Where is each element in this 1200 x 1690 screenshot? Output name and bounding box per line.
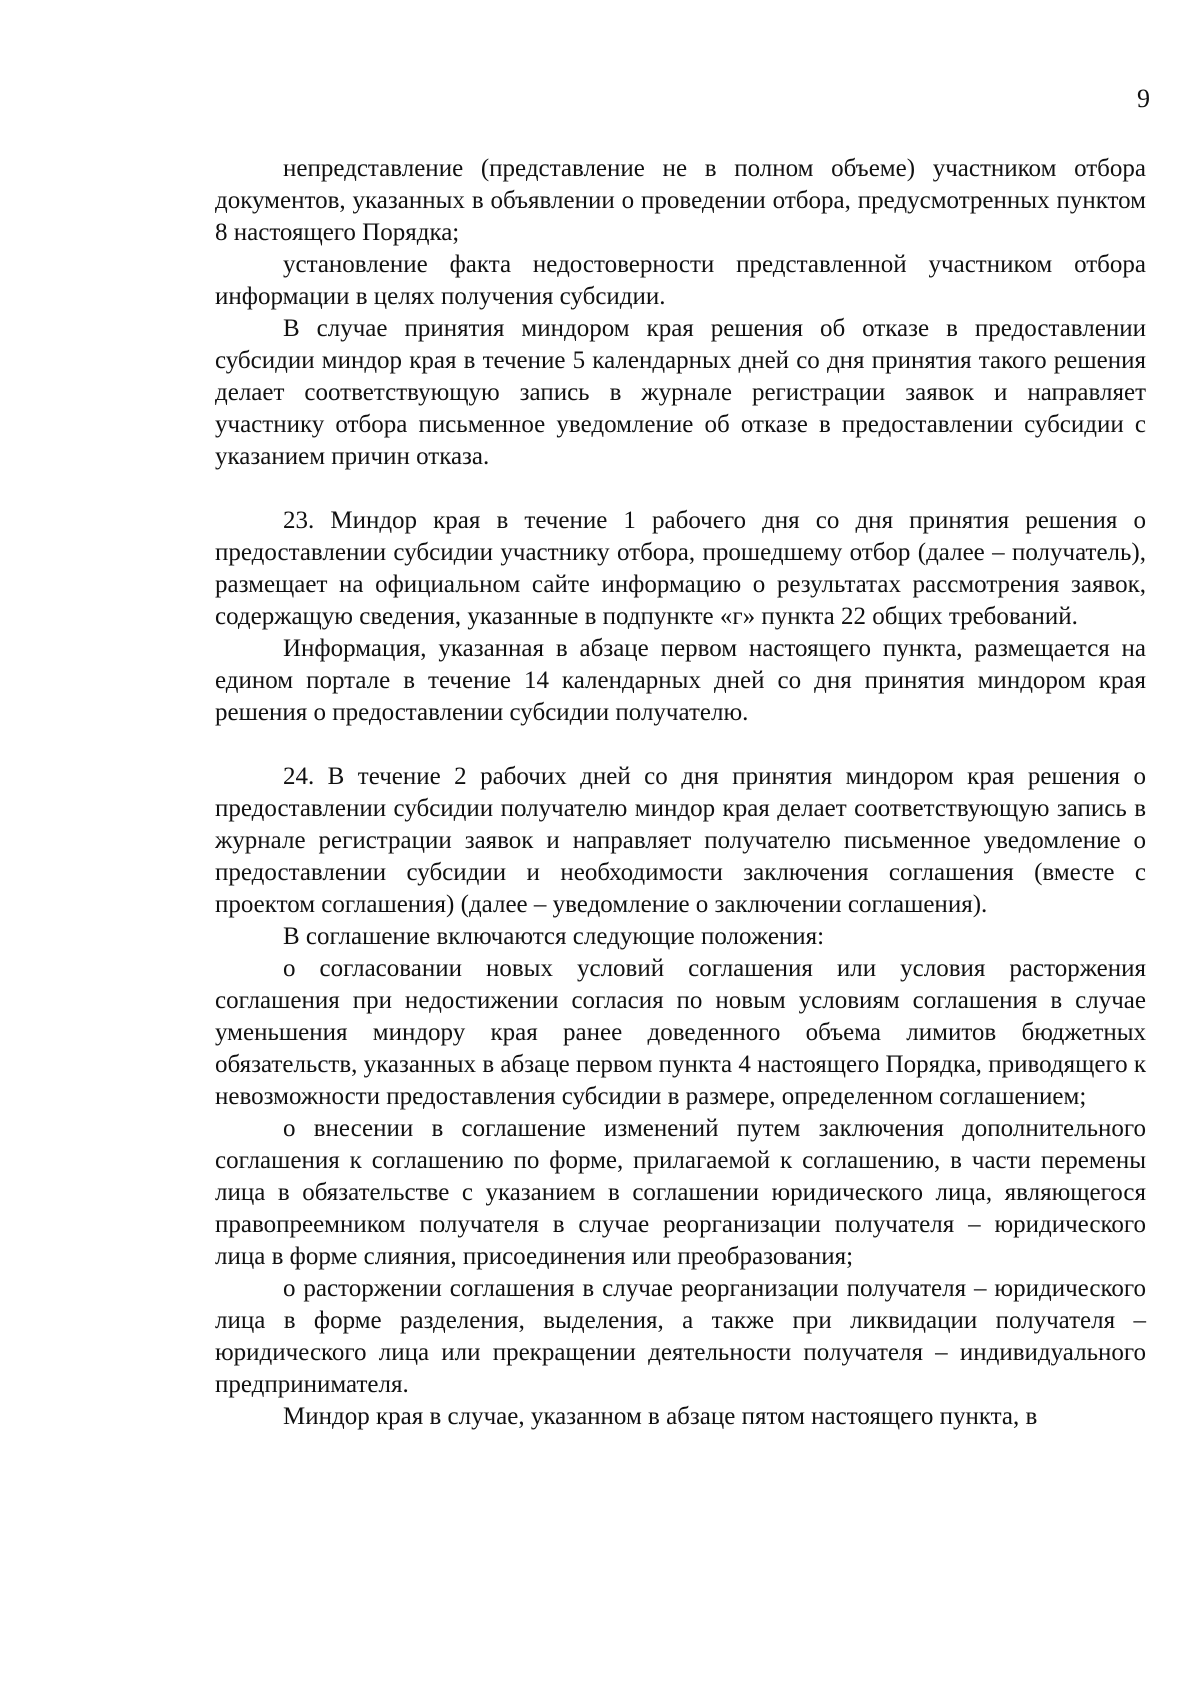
paragraph-amendments: о внесении в соглашение изменений путем заключения дополнительного соглашения к соглашению по форме, прилагаемой к соглашению, в части перемены лица в обязательстве с указанием в соглашении юридического лица, являющегося правопреемником получателя в случае реорганизации получателя – юридического лица в форме слияния, присоединения или преобразования; (215, 1115, 1146, 1270)
paragraph-new-conditions: о согласовании новых условий соглашения или условия расторжения соглашения при недостижении согласия по новым условиям соглашения в случае уменьшения миндору края ранее доведенного объема лимитов бюджетных обязательств, указанных в абзаце первом пункта 4 настоящего Порядка, приводящего к невозможности предоставления субсидии в размере, определенном соглашением; (215, 955, 1146, 1110)
paragraph-continuation: Миндор края в случае, указанном в абзаце пятом настоящего пункта, в (283, 1403, 1038, 1430)
page-number: 9 (1137, 84, 1150, 113)
paragraph-unreliable-info: установление факта недостоверности представленной участником отбора информации в целях получения субсидии. (215, 251, 1146, 310)
paragraph-refusal-notice: В случае принятия миндором края решения об отказе в предоставлении субсидии миндор края в течение 5 календарных дней со дня принятия такого решения делает соответствующую запись в журнале регистрации заявок и направляет участнику отбора письменное уведомление об отказе в предоставлении субсидии с указанием причин отказа. (215, 315, 1146, 470)
paragraph-item-23-portal: Информация, указанная в абзаце первом настоящего пункта, размещается на едином портале в течение 14 календарных дней со дня принятия миндором края решения о предоставлении субсидии получателю. (215, 635, 1146, 726)
paragraph-item-24: 24. В течение 2 рабочих дней со дня принятия миндором края решения о предоставлении субсидии получателю миндор края делает соответствующую запись в журнале регистрации заявок и направляет получателю письменное уведомление о предоставлении субсидии и необходимости заключения соглашения (вместе с проектом соглашения) (далее – уведомление о заключении соглашения). (215, 763, 1146, 918)
document-body (215, 153, 1146, 1433)
paragraph-agreement-provisions: В соглашение включаются следующие положения: (283, 923, 825, 950)
paragraph-termination: о расторжении соглашения в случае реорганизации получателя – юридического лица в форме разделения, выделения, а также при ликвидации получателя – юридического лица или прекращении деятельности получателя – индивидуального предпринимателя. (215, 1275, 1146, 1398)
paragraph-item-23: 23. Миндор края в течение 1 рабочего дня со дня принятия решения о предоставлении субсидии участнику отбора, прошедшему отбор (далее – получатель), размещает на официальном сайте информацию о результатах рассмотрения заявок, содержащую сведения, указанные в подпункте «г» пункта 22 общих требований. (215, 507, 1146, 630)
paragraph-nonsubmission: непредставление (представление не в полном объеме) участником отбора документов, указанных в объявлении о проведении отбора, предусмотренных пунктом 8 настоящего Порядка; (215, 155, 1146, 246)
